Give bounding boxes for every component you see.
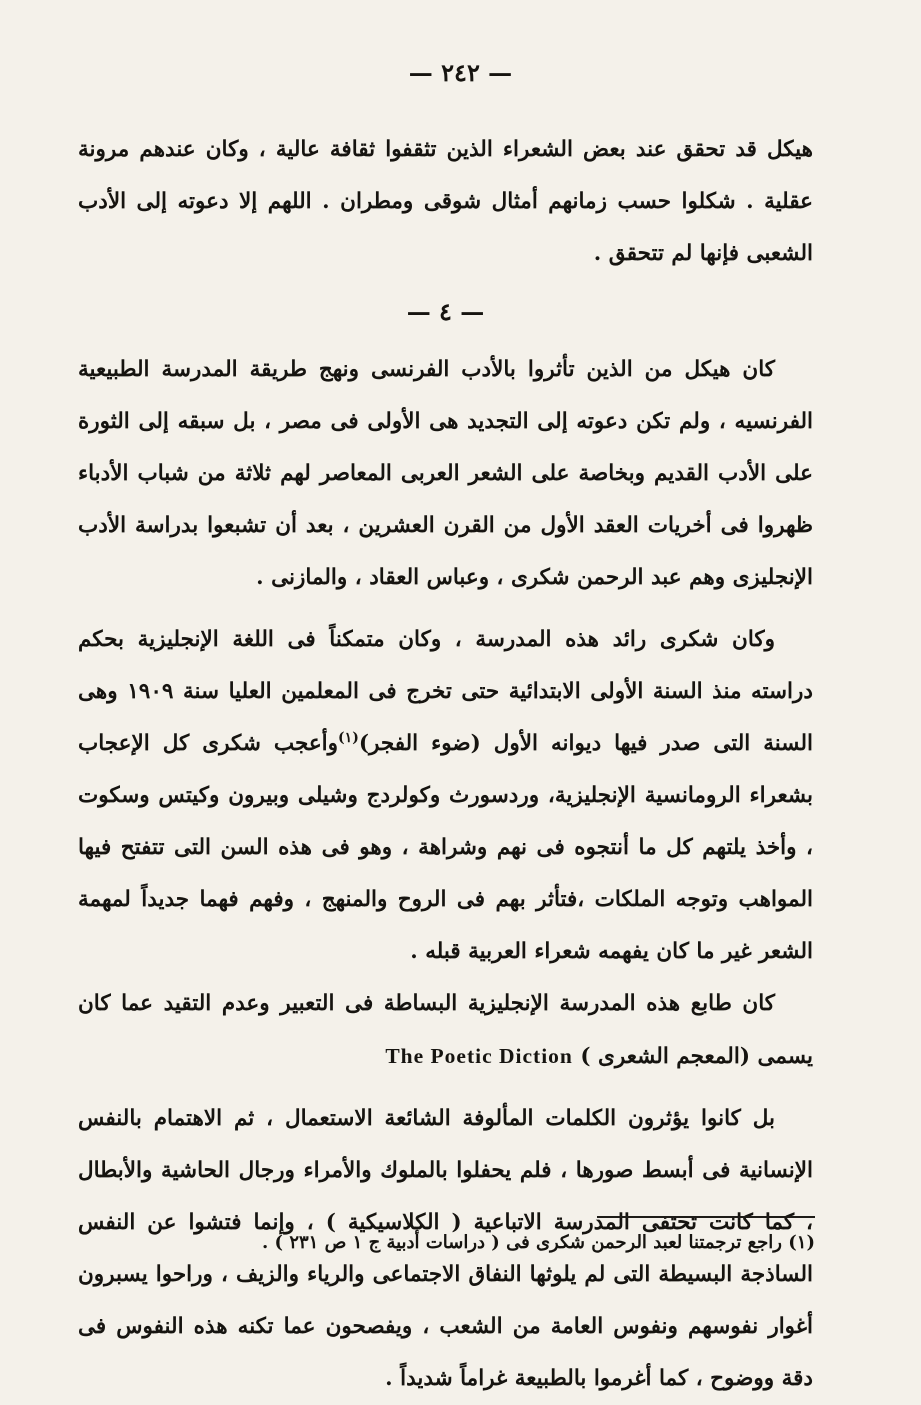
body-text: [78, 124, 813, 1405]
footnote-divider: [597, 1216, 815, 1218]
paragraph-school-character: [78, 978, 813, 1083]
paragraph-shukri: [78, 614, 813, 978]
paragraph-shukri-part1: وكان شكرى رائد هذه المدرسة ، وكان متمكناً فى اللغة الإنجليزية بحكم دراسته منذ السنة الأولى الابتدائية حتى تخرج فى المعلمين العليا سنة ١٩٠٩ وهى السنة التى صدر فيها ديوانه الأول (ضوء الفجر): [78, 627, 813, 756]
footnote: (١) راجع ترجمتنا لعبد الرحمن شكرى فى ( دراسات أدبية ج ١ ص ٢٣١ ) .: [261, 1232, 815, 1253]
page-number: — ٢٤٢ —: [408, 58, 513, 87]
paragraph-shukri-part2: وأعجب شكرى كل الإعجاب بشعراء الرومانسية الإنجليزية، وردسورث وكولردج وشيلى وبيرون وكيتس وسكوت ، وأخذ يلتهم كل ما أنتجوه فى نهم وشراهة ، وهو فى هذه السن التى تتفتح فيها المواهب وتوجه الملكات ،فتأثر بهم فى الروح والمنهج ، وفهم فهما جديداً لمهمة الشعر غير ما كان يفهمه شعراء العربية قبله .: [78, 731, 813, 964]
paragraph-hykal-influence: كان هيكل من الذين تأثروا بالأدب الفرنسى ونهج طريقة المدرسة الطبيعية الفرنسيه ، ولم تكن دعوته إلى التجديد هى الأولى فى مصر ، بل سبقه إلى الثورة على الأدب القديم وبخاصة على الشعر العربى المعاصر لهم ثلاثة من شباب الأدباء ظهروا فى أخريات العقد الأول من القرن العشرين ، بعد أن تشبعوا بدراسة الأدب الإنجليزى وهم عبد الرحمن شكرى ، وعباس العقاد ، والمازنى .: [78, 357, 813, 590]
paragraph-continuation: هيكل قد تحقق عند بعض الشعراء الذين تثقفوا ثقافة عالية ، وكان عندهم مرونة عقلية . شكلوا حسب زمانهم أمثال شوقى ومطران . اللهم إلا دعوته إلى الأدب الشعبى فإنها لم تتحقق .: [78, 137, 813, 266]
footnote-reference: (١): [338, 729, 359, 746]
section-number: — ٤ —: [406, 297, 485, 326]
latin-term: The Poetic Diction: [385, 1044, 573, 1068]
paragraph-school-character-text: كان طابع هذه المدرسة الإنجليزية البساطة فى التعبير وعدم التقيد عما كان يسمى (المعجم الشعرى ): [78, 991, 813, 1069]
paragraph-human-soul: بل كانوا يؤثرون الكلمات المألوفة الشائعة الاستعمال ، ثم الاهتمام بالنفس الإنسانية فى أبسط صورها ، فلم يحفلوا بالملوك والأمراء ورجال الحاشية والأبطال ، كما كانت تحتفى المدرسة الاتباعية ( الكلاسيكية ) ، وإنما فتشوا عن النفس الساذجة البسيطة التى لم يلوثها النفاق الاجتماعى والرياء والزيف ، وراحوا يسبرون أغوار نفوسهم ونفوس العامة من الشعب ، ويفصحون عما تكنه هذه النفوس فى دقة ووضوح ، كما أغرموا بالطبيعة غراماً شديداً .: [78, 1106, 813, 1391]
